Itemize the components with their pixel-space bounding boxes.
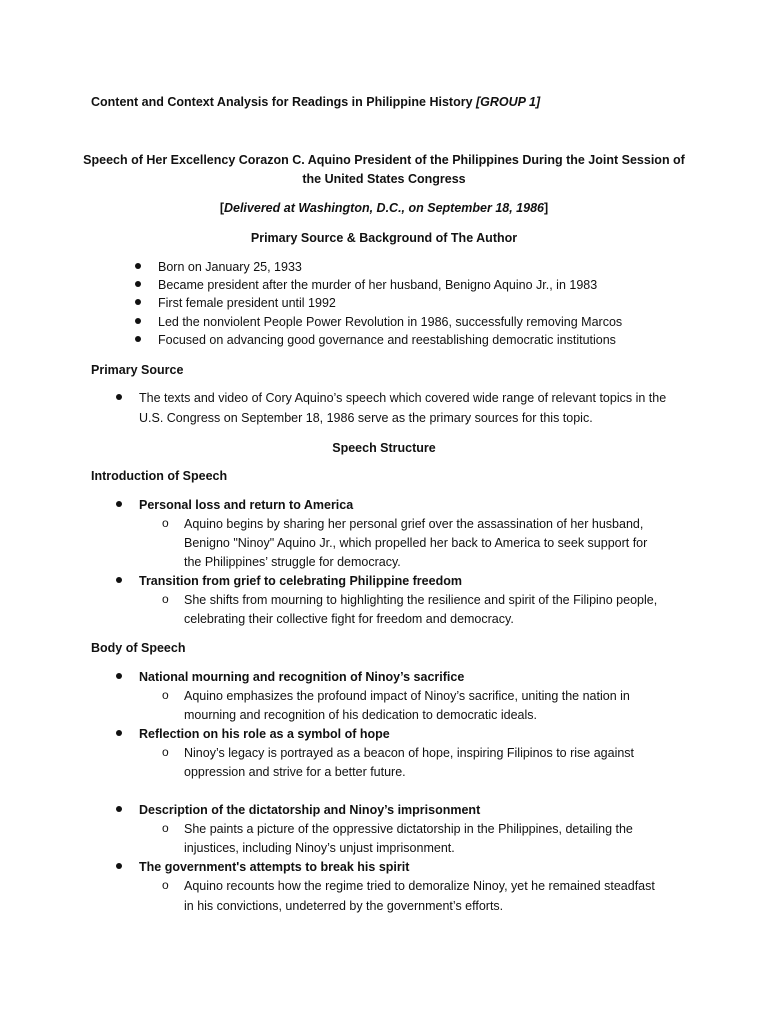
sub-bullet-icon: o [162, 516, 169, 530]
bullet-icon [116, 806, 122, 812]
bullet-icon [116, 394, 122, 400]
body-heading: Body of Speech [91, 641, 186, 655]
delivered-line [0, 200, 768, 216]
document-header [91, 94, 540, 110]
body-point-detail-line: Aquino recounts how the regime tried to demoralize Ninoy, yet he remained steadfast [184, 879, 655, 893]
body-point-detail-line: Ninoy’s legacy is portrayed as a beacon of hope, inspiring Filipinos to rise against [184, 746, 635, 760]
primary-source-text-line: The texts and video of Cory Aquino’s speech which covered wide range of relevant topics in the [139, 391, 667, 405]
bullet-icon [116, 501, 122, 507]
body-point-detail-line: Aquino emphasizes the profound impact of Ninoy’s sacrifice, uniting the nation in [184, 689, 630, 703]
bullet-icon [116, 673, 122, 679]
body-point-detail-line: mourning and recognition of his dedication to democratic ideals. [184, 708, 537, 722]
sub-bullet-icon: o [162, 821, 169, 835]
bullet-icon [116, 730, 122, 736]
speech-title-line-1: Speech of Her Excellency Corazon C. Aquino President of the Philippines During the Joint Session of [83, 153, 685, 167]
speech-title-line-2: the United States Congress [302, 172, 466, 186]
header-group-tag: [GROUP 1] [476, 95, 541, 109]
body-point-detail-line: oppression and strive for a better future. [184, 765, 406, 779]
intro-point-detail-line: the Philippines’ struggle for democracy. [184, 555, 401, 569]
intro-point-detail-line: Aquino begins by sharing her personal grief over the assassination of her husband, [184, 517, 644, 531]
bullet-icon [135, 336, 141, 342]
speech-structure-heading: Speech Structure [332, 441, 436, 455]
bullet-icon [135, 281, 141, 287]
author-fact: Born on January 25, 1933 [158, 260, 302, 274]
bullet-icon [135, 263, 141, 269]
body-point-title: Description of the dictatorship and Ninoy’s imprisonment [139, 803, 481, 817]
bullet-icon [116, 577, 122, 583]
author-fact: Focused on advancing good governance and reestablishing democratic institutions [158, 333, 616, 347]
author-fact: Led the nonviolent People Power Revolution in 1986, successfully removing Marcos [158, 315, 623, 329]
primary-source-text-line: U.S. Congress on September 18, 1986 serve as the primary sources for this topic. [139, 411, 593, 425]
body-point-detail-line: She paints a picture of the oppressive dictatorship in the Philippines, detailing the [184, 822, 633, 836]
author-fact: First female president until 1992 [158, 296, 336, 310]
body-point-detail-line: injustices, including Ninoy’s unjust imprisonment. [184, 841, 455, 855]
sub-bullet-icon: o [162, 592, 169, 606]
intro-point-title: Personal loss and return to America [139, 498, 354, 512]
sub-bullet-icon: o [162, 878, 169, 892]
bullet-icon [135, 299, 141, 305]
delivered-text: Delivered at Washington, D.C., on September 18, 1986 [223, 201, 544, 215]
body-point-title: The government's attempts to break his spirit [139, 860, 410, 874]
body-point-title: National mourning and recognition of Ninoy’s sacrifice [139, 670, 465, 684]
delivered-close-bracket: ] [544, 201, 549, 215]
primary-source-heading: Primary Source [91, 363, 184, 377]
sub-bullet-icon: o [162, 688, 169, 702]
introduction-heading: Introduction of Speech [91, 469, 228, 483]
bullet-icon [116, 863, 122, 869]
primary-background-heading: Primary Source & Background of The Author [250, 231, 518, 245]
delivered-open-bracket: [ [219, 201, 224, 215]
intro-point-detail-line: celebrating their collective fight for freedom and democracy. [184, 612, 514, 626]
body-point-detail-line: in his convictions, undeterred by the government’s efforts. [184, 899, 504, 913]
intro-point-detail-line: Benigno "Ninoy" Aquino Jr., which propelled her back to America to seek support for [184, 536, 648, 550]
bullet-icon [135, 318, 141, 324]
intro-point-detail-line: She shifts from mourning to highlighting the resilience and spirit of the Filipino people, [184, 593, 658, 607]
body-point-title: Reflection on his role as a symbol of hope [139, 727, 390, 741]
author-fact: Became president after the murder of her husband, Benigno Aquino Jr., in 1983 [158, 278, 598, 292]
header-title: Content and Context Analysis for Readings in Philippine History [91, 95, 476, 109]
intro-point-title: Transition from grief to celebrating Philippine freedom [139, 574, 462, 588]
sub-bullet-icon: o [162, 745, 169, 759]
